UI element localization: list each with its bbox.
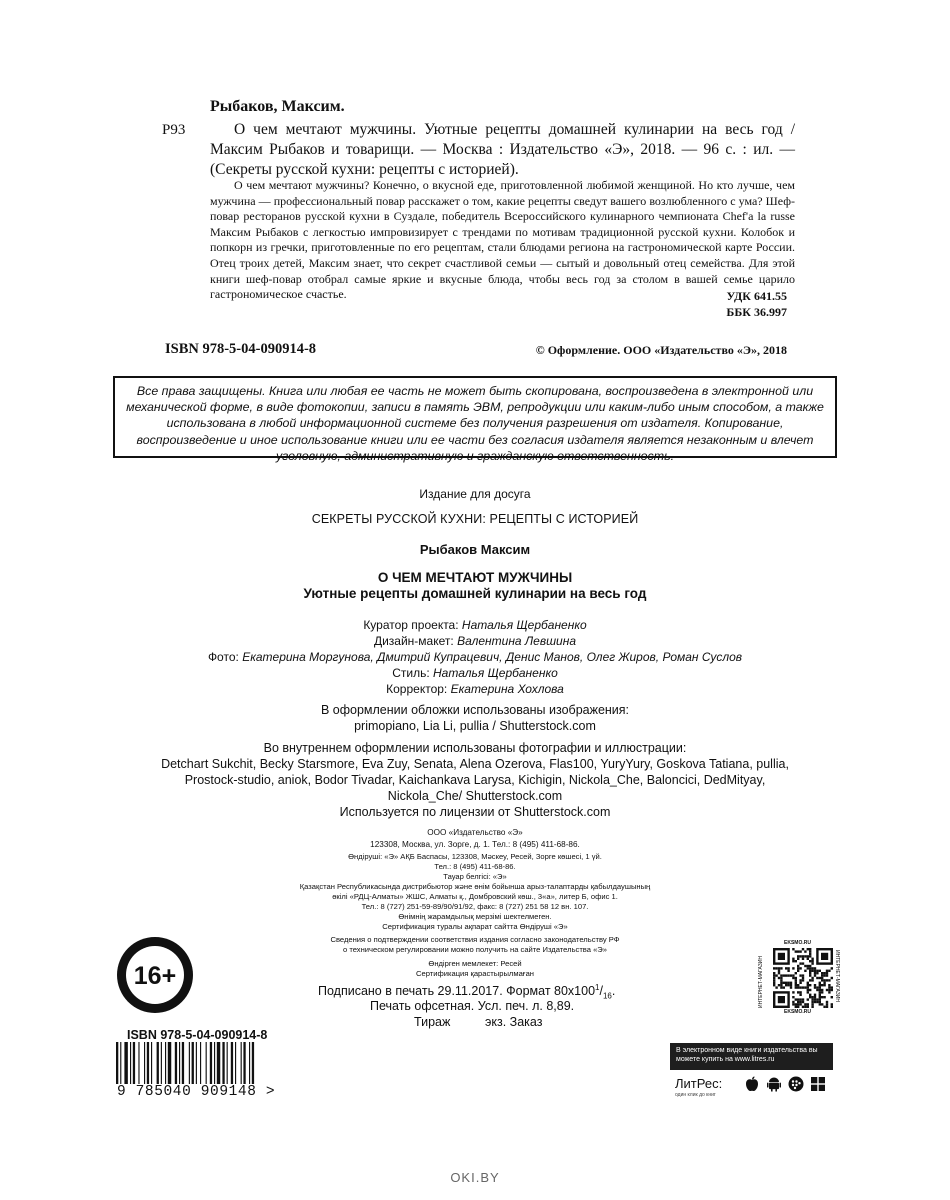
credit-label: Дизайн-макет: <box>373 634 458 648</box>
credit-value: Наталья Щербаненко <box>461 618 587 632</box>
isbn-top: ISBN 978-5-04-090914-8 <box>165 341 317 357</box>
android-icon <box>766 1076 782 1092</box>
windows-icon <box>810 1076 826 1092</box>
barcode-digits: 9 785040 909148 > <box>117 1084 276 1100</box>
credit-label: Куратор проекта: <box>363 618 462 632</box>
publisher-line: Тел.: 8 (495) 411-68-86. <box>434 862 516 871</box>
litres-logo: ЛитРес: <box>675 1076 723 1091</box>
blackberry-icon <box>788 1076 804 1092</box>
publisher-line: Өндіруші: «Э» АҚБ Баспасы, 123308, Мәскеу, Ресей, Зорге көшесі, 1 үй. <box>348 852 602 861</box>
publisher-line: өкілі «РДЦ-Алматы» ЖШС, Алматы қ., Домбровский көш., 3«а», литер Б, офис 1. <box>332 892 618 901</box>
print-signed-text: Подписано в печать 29.11.2017. Формат 80х100 <box>318 984 596 999</box>
credit-label: Корректор: <box>386 682 451 696</box>
inner-images-label: Во внутреннем оформлении использованы фотографии и иллюстрации: <box>263 741 687 755</box>
rights-notice: Все права защищены. Книга или любая ее часть не может быть скопирована, воспроизведена в электронной или механической форме, в виде фотокопии, записи в память ЭВМ, репродукции или каким-либо иным способом, а также использована в любой информационной системе без получения разрешения от издателя. Копирование, воспроизведение и иное использование книги или ее части без согласия издателя является незаконным и влечет уголовную, административную и гражданскую ответственность. <box>126 384 824 463</box>
author-heading: Рыбаков, Максим. <box>210 98 345 115</box>
age-rating-badge <box>115 935 195 1015</box>
publisher-line: Тел.: 8 (727) 251-59-89/90/91/92, факс: 8 (727) 251 58 12 вн. 107. <box>361 902 589 911</box>
book-title: О ЧЕМ МЕЧТАЮТ МУЖЧИНЫ <box>377 570 573 585</box>
print-offset: Печать офсетная. Усл. печ. л. 8,89. <box>370 999 575 1013</box>
credit-curator <box>0 618 950 632</box>
publisher-line: Сертификация қарастырылмаған <box>416 969 534 978</box>
credit-label: Фото: <box>207 650 243 664</box>
design-copyright: © Оформление. ООО «Издательство «Э», 2018 <box>535 343 787 357</box>
age-badge-icon <box>115 935 195 1015</box>
platform-icons <box>744 1076 826 1092</box>
qr-bottom-label: EKSMO.RU <box>784 1009 811 1015</box>
print-order-label: экз. Заказ <box>485 1015 543 1029</box>
credit-value: Валентина Левшина <box>457 634 577 648</box>
inner-images-line: Nickola_Che/ Shutterstock.com <box>387 789 563 803</box>
publisher-line: о техническом регулировании можно получить на сайте Издательства «Э» <box>343 945 607 954</box>
inner-images-line: Prostock-studio, aniok, Bodor Tivadar, Kaichankava Larysa, Kichigin, Nickola_Che, Baloncici, DedMityay, <box>184 773 766 787</box>
series-title: СЕКРЕТЫ РУССКОЙ КУХНИ: РЕЦЕПТЫ С ИСТОРИЕЙ <box>311 512 639 526</box>
qr-code-icon <box>773 948 833 1008</box>
publisher-line: Тауар белгісі: «Э» <box>443 872 507 881</box>
format-numerator: 1 <box>595 983 600 992</box>
apple-icon <box>744 1076 760 1092</box>
litres-banner: В электронном виде книги издательства вы можете купить на www.litres.ru <box>670 1043 833 1070</box>
cover-images-list: primopiano, Lia Li, pullia / Shutterstock.com <box>354 719 596 733</box>
watermark: OKI.BY <box>450 1170 500 1185</box>
litres-tagline: один клик до книг <box>675 1092 716 1098</box>
qr-top-label: EKSMO.RU <box>784 940 811 946</box>
publisher-line: Қазақстан Республикасында дистрибьютор және өнім бойынша арыз-талаптарды қабылдаушының <box>299 882 651 891</box>
license-note: Используется по лицензии от Shutterstock.com <box>339 805 611 819</box>
credit-photo <box>0 650 950 664</box>
credit-corrector <box>0 682 950 696</box>
publisher-address: 123308, Москва, ул. Зорге, д. 1. Тел.: 8 (495) 411-68-86. <box>370 840 580 849</box>
publisher-name: ООО «Издательство «Э» <box>427 828 523 837</box>
rights-notice-box <box>113 376 837 463</box>
bbk-code: ББК 36.997 <box>726 305 787 319</box>
library-code: Р93 <box>162 122 186 138</box>
format-denominator: 16 <box>602 991 612 1001</box>
publisher-line: Өндірген мемлекет: Ресей <box>428 959 522 968</box>
qr-left-label: ИНТЕРНЕТ-МАГАЗИН <box>758 956 764 1008</box>
age-rating-text: 16+ <box>133 962 177 990</box>
print-run-label: Тираж <box>414 1015 451 1029</box>
credit-label: Стиль: <box>392 666 434 680</box>
credit-value: Наталья Щербаненко <box>433 666 558 680</box>
bibliographic-entry: О чем мечтают мужчины. Уютные рецепты домашней кулинарии на весь год / Максим Рыбаков и товарищи. — Москва : Издательство «Э», 2018. — 96 с. : ил. — (Секреты русской кухни: рецепты с историей). <box>210 121 795 178</box>
author-name: Рыбаков Максим <box>419 542 531 557</box>
cover-images-label: В оформлении обложки использованы изображения: <box>320 703 630 717</box>
publisher-line: Сертификация туралы ақпарат сайтта Өндіруші «Э» <box>382 922 568 931</box>
barcode-isbn: ISBN 978-5-04-090914-8 <box>127 1028 268 1042</box>
credit-design <box>0 634 950 648</box>
publisher-line: Өнімнің жарамдылық мерзімі шектелмеген. <box>398 912 552 921</box>
book-subtitle: Уютные рецепты домашней кулинарии на весь год <box>303 586 647 601</box>
credit-value: Екатерина Моргунова, Дмитрий Купрацевич, Денис Манов, Олег Жиров, Роман Суслов <box>242 650 743 664</box>
udk-code: УДК 641.55 <box>726 289 787 303</box>
annotation: О чем мечтают мужчины? Конечно, о вкусной еде, приготовленной любимой женщиной. Но кто лучше, чем мужчина — профессиональный повар расскажет о том, какие рецепты сведут вашего возлюбленного с ума? Шеф-повар ресторанов русской кухни в Суздале, победитель Всероссийского кулинарного чемпионата Chef'a la russe Максим Рыбаков с легкостью импровизирует с трендами по мотивам традиционной русской кухни. Колобок и попкорн из гречки, приготовленные по его рецептам, стали блюдами региона на гастрономической карте России. Отец троих детей, Максим знает, что секрет счастливой семьи — сытый и довольный отец семейства. Для этой книги шеф-повар отобрал самые яркие и вкусные блюда, чтобы весь год за столом в вашей семье царило гастрономическое счастье. <box>210 178 795 302</box>
edition-type: Издание для досуга <box>419 487 531 501</box>
inner-images-line: Detchart Sukchit, Becky Starsmore, Eva Zuy, Senata, Alena Ozerova, Flas100, YuryYury, Goskova Tatiana, pullia, <box>161 757 789 771</box>
publisher-line: Сведения о подтверждении соответствия издания согласно законодательству РФ <box>330 935 620 944</box>
credit-style <box>0 666 950 680</box>
qr-right-label: ИНТЕРНЕТ-МАГАЗИН <box>834 950 840 1002</box>
credit-value: Екатерина Хохлова <box>450 682 564 696</box>
print-signed: Подписано в печать 29.11.2017. Формат $80х100^1/_{16}$. <box>318 983 616 1001</box>
